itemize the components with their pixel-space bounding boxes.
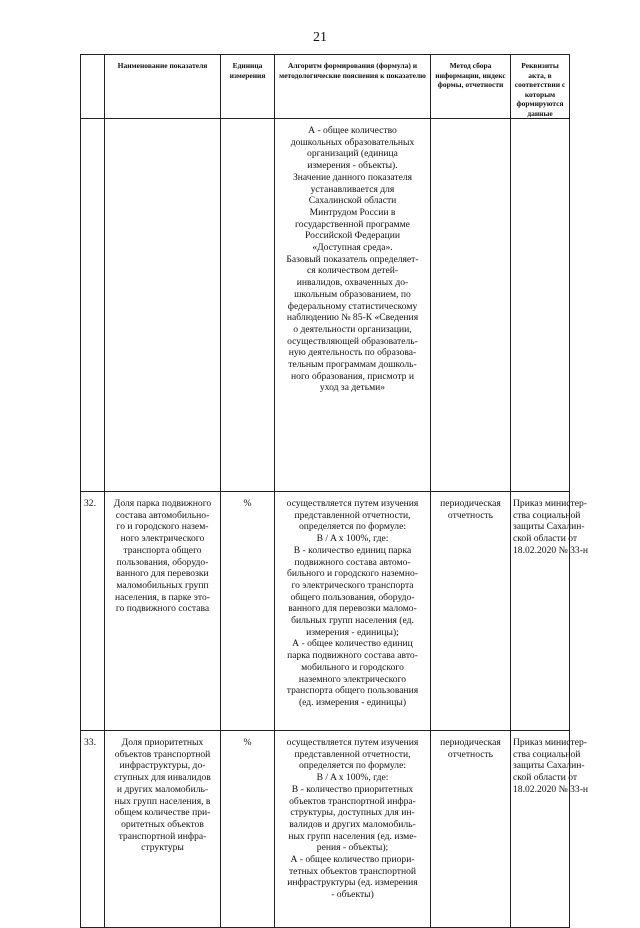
- cell-text-line: ской области от: [513, 533, 578, 545]
- cell-text-line: А - общее количество: [308, 125, 397, 136]
- indicator-name-cell: [105, 731, 221, 928]
- cell-text-line: определяется по формуле:: [299, 521, 406, 533]
- cell-text-line: организаций (единица: [307, 148, 398, 160]
- cell-text-line: периодическая: [440, 498, 501, 509]
- method-cell: [431, 731, 511, 928]
- cell-text-line: общем количестве при-: [114, 807, 211, 819]
- requisites-cell: [511, 119, 570, 492]
- cell-text-line: ской области от: [513, 772, 578, 784]
- header-algorithm: Алгоритм формирования (формула) и методологические пояснения к показателю: [275, 55, 431, 119]
- table-row: [81, 119, 570, 492]
- cell-text-line: осуществляющей образователь-: [287, 335, 418, 347]
- cell-text-line: оритетных объектов: [121, 818, 204, 830]
- page-number: 21: [313, 30, 327, 45]
- algorithm-cell: [275, 492, 431, 731]
- cell-text-line: ванного для перевозки маломо-: [288, 603, 417, 615]
- row-num-cell: 33.: [81, 731, 105, 928]
- unit-cell: %: [221, 731, 275, 928]
- cell-text-line: А - общее количество единиц: [292, 638, 413, 650]
- cell-text-line: представленной отчетности,: [294, 748, 411, 760]
- cell-text-line: парка подвижного состава авто-: [287, 650, 418, 662]
- cell-text-line: ванного для перевозки: [116, 568, 209, 580]
- method-cell: [431, 119, 511, 492]
- cell-text-line: мобильного и городского: [301, 661, 404, 673]
- header-num: [81, 55, 105, 119]
- cell-text-line: маломобильных групп: [116, 579, 209, 591]
- cell-text-line: о деятельности организации,: [293, 323, 412, 335]
- cell-text-line: и других маломобиль-: [116, 783, 209, 795]
- cell-text-line: дошкольных образовательных: [290, 136, 415, 148]
- cell-text-line: (ед. измерения - единицы): [298, 696, 407, 708]
- cell-text-line: населения, в парке это-: [115, 591, 210, 603]
- requisites-cell: [511, 492, 589, 731]
- cell-text-line: го электрического транспорта: [291, 579, 414, 591]
- cell-text-line: инвалидов, охваченных до-: [296, 277, 409, 289]
- indicators-table: [80, 54, 589, 928]
- cell-text-line: государственной программе: [295, 218, 410, 230]
- cell-text-line: транспортной инфра-: [118, 830, 207, 842]
- cell-text-line: определяется по формуле:: [299, 760, 406, 772]
- cell-text-line: уход за детьми»: [319, 382, 386, 394]
- cell-text-line: измерения - объекты).: [307, 160, 398, 172]
- cell-text-line: состава автомобильно-: [115, 509, 210, 521]
- cell-text-line: ства социальной: [513, 748, 581, 760]
- cell-text-line: ного электрического: [120, 533, 205, 545]
- cell-text-line: рения - объекты);: [316, 842, 389, 854]
- cell-text-line: тельным программам дошколь-: [288, 359, 417, 371]
- cell-text-line: «Доступная среда».: [312, 242, 393, 254]
- cell-text-line: го подвижного состава: [115, 603, 210, 615]
- cell-text-line: защиты Сахалин-: [513, 760, 585, 772]
- cell-text-line: устанавливается для: [310, 183, 395, 195]
- unit-cell: %: [221, 492, 275, 731]
- cell-text-line: ную деятельность по образова-: [288, 347, 417, 359]
- cell-text-line: ся количеством детей-: [306, 265, 399, 277]
- cell-text-line: наземного электрического: [298, 673, 407, 685]
- cell-text-line: школьным образованием, по: [294, 288, 411, 300]
- cell-text-line: тетных объектов транспортной: [288, 865, 417, 877]
- cell-text-line: транспорта общего: [123, 544, 202, 556]
- algorithm-cell: [275, 731, 431, 928]
- cell-text-line: ного образования, присмотр и: [291, 370, 414, 382]
- cell-text-line: отчетность: [447, 748, 494, 760]
- cell-text-line: защиты Сахалин-: [513, 521, 585, 533]
- indicator-name-cell: [105, 492, 221, 731]
- cell-text-line: инфраструктуры, до-: [119, 760, 206, 772]
- header-method: Метод сбора информации, индекс формы, отчетности: [431, 55, 511, 119]
- cell-text-line: подвижного состава автомо-: [294, 556, 411, 568]
- cell-text-line: транспорта общего пользования: [286, 685, 419, 697]
- cell-text-line: ства социальной: [513, 509, 581, 521]
- cell-text-line: пользования, оборудо-: [116, 556, 209, 568]
- header-requisites: Реквизиты акта, в соответствии с которым формируются данные: [511, 55, 570, 119]
- table-header-row: [81, 55, 570, 119]
- cell-text-line: Российской Федерации: [305, 230, 400, 242]
- unit-cell: [221, 119, 275, 492]
- cell-text-line: инфраструктуры (ед. измерения: [287, 877, 418, 889]
- cell-text-line: объектов транспортной инфра-: [289, 795, 416, 807]
- cell-text-line: бильных групп населения (ед.: [291, 615, 414, 627]
- cell-text-line: А - общее количество приори-: [290, 854, 415, 866]
- cell-text-line: ных групп населения, в: [114, 795, 211, 807]
- row-num-cell: 32.: [81, 492, 105, 731]
- cell-text-line: 18.02.2020 № 33-н: [513, 783, 589, 795]
- cell-text-line: ступных для инвалидов: [114, 772, 211, 784]
- cell-text-line: общего пользования, оборудо-: [290, 591, 415, 603]
- cell-text-line: осуществляется путем изучения: [286, 498, 419, 509]
- indicator-name-cell: [105, 119, 221, 492]
- cell-text-line: измерения - единицы);: [306, 626, 399, 638]
- cell-text-line: Значение данного показателя: [292, 171, 413, 183]
- cell-text-line: периодическая: [440, 737, 501, 748]
- requisites-cell: [511, 731, 589, 928]
- cell-text-line: 18.02.2020 № 33-н: [513, 544, 589, 556]
- cell-text-line: Приказ министер-: [513, 737, 587, 748]
- table-row: [81, 731, 570, 928]
- cell-text-line: Доля приоритетных: [121, 737, 204, 748]
- cell-text-line: Базовый показатель определяет-: [286, 253, 419, 265]
- cell-text-line: ных групп населения (ед. изме-: [288, 830, 417, 842]
- method-cell: [431, 492, 511, 731]
- cell-text-line: Приказ министер-: [513, 498, 587, 509]
- cell-text-line: отчетность: [447, 509, 494, 521]
- cell-text-line: Минтрудом России в: [309, 206, 396, 218]
- cell-text-line: федеральному статистическому: [287, 300, 418, 312]
- cell-text-line: представленной отчетности,: [294, 509, 411, 521]
- cell-text-line: B / A x 100%, где:: [316, 533, 389, 545]
- algorithm-cell: [275, 119, 431, 492]
- cell-text-line: B - количество приоритетных: [291, 783, 414, 795]
- cell-text-line: бильного и городского наземно-: [287, 568, 418, 580]
- cell-text-line: наблюдению № 85-К «Сведения: [286, 312, 419, 324]
- cell-text-line: объектов транспортной: [114, 748, 211, 760]
- cell-text-line: - объекты): [331, 889, 374, 901]
- header-name: Наименование показателя: [105, 55, 221, 119]
- header-unit: Единица измерения: [221, 55, 275, 119]
- cell-text-line: B / A x 100%, где:: [316, 772, 389, 784]
- cell-text-line: структуры: [141, 842, 184, 854]
- cell-text-line: B - количество единиц парка: [293, 544, 412, 556]
- cell-text-line: осуществляется путем изучения: [286, 737, 419, 748]
- cell-text-line: Доля парка подвижного: [113, 498, 212, 509]
- cell-text-line: го и городского назем-: [116, 521, 209, 533]
- cell-text-line: валидов и других маломобиль-: [289, 818, 416, 830]
- row-num-cell: [81, 119, 105, 492]
- table-row: [81, 492, 570, 731]
- cell-text-line: структуры, доступных для ин-: [290, 807, 415, 819]
- cell-text-line: Сахалинской области: [308, 195, 397, 207]
